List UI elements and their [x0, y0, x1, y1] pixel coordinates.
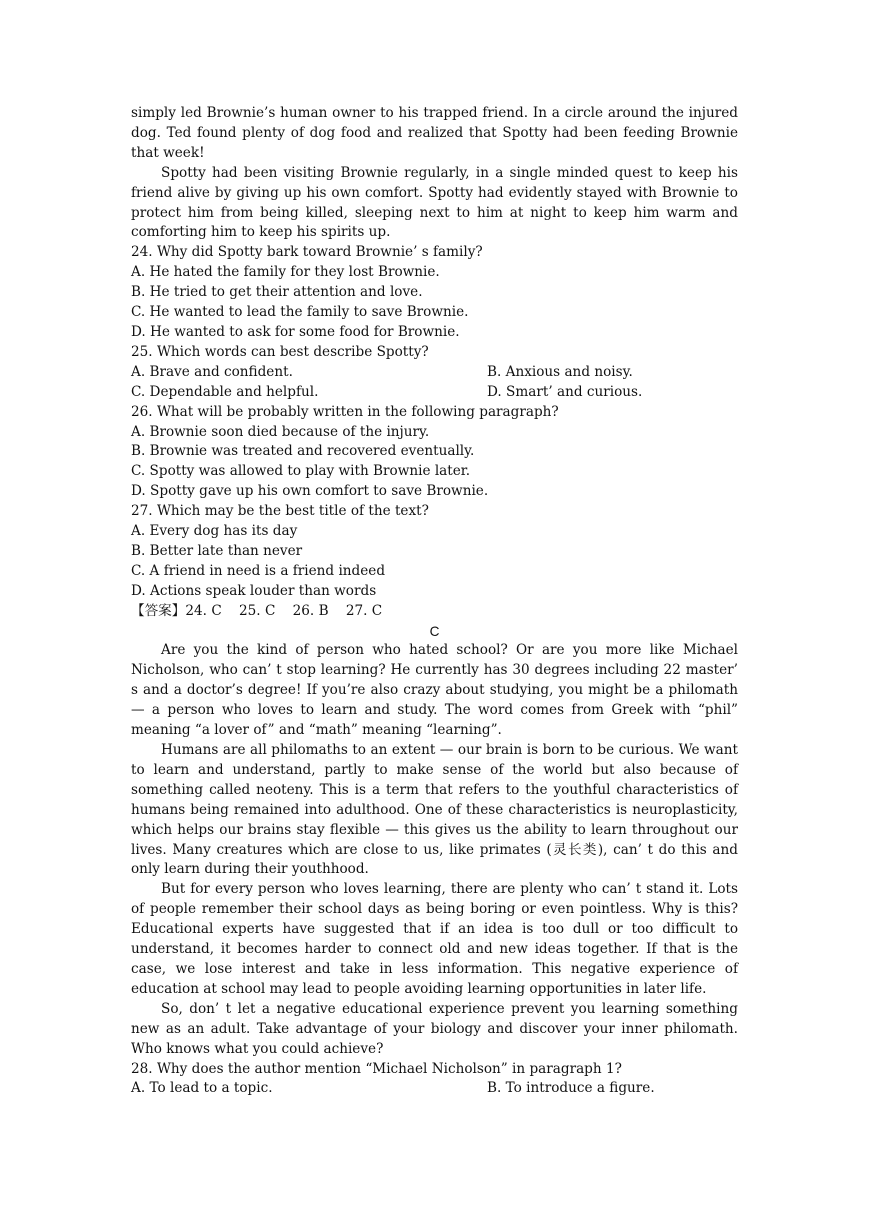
question-25-option-b: B. Anxious and noisy.: [487, 363, 633, 380]
question-25-options-row-1: [131, 363, 738, 383]
question-25-stem: 25. Which words can best describe Spotty?: [131, 343, 429, 360]
question-26-option-c: C. Spotty was allowed to play with Brownie later.: [131, 463, 471, 480]
question-28-options-row-1: [131, 1079, 738, 1099]
passage-b-paragraph: simply led Brownie’s human owner to his trapped friend. In a circle around the injured dog. Ted found plenty of dog food and realized that Spotty had been feeding Brownie that week!: [131, 105, 738, 161]
question-24-option-b: B. He tried to get their attention and love.: [131, 284, 423, 301]
question-26-option-a: A. Brownie soon died because of the injury.: [131, 423, 430, 440]
question-24-option-c: C. He wanted to lead the family to save Brownie.: [131, 304, 469, 321]
passage-c-paragraph-1: Are you the kind of person who hated school? Or are you more like Michael Nicholson, who can’ t stop learning? He currently has 30 degrees including 22 master’ s and a doctor’s degree! If you’re also crazy about studying, you might be a philomath — a person who loves to learn and study. The word comes from Greek with “phil” meaning “a lover of” and “math” meaning “learning”.: [131, 642, 738, 739]
question-25-options-row-2: [131, 383, 738, 403]
question-25-option-d: D. Smart’ and curious.: [487, 383, 643, 400]
question-26-option-d: D. Spotty gave up his own comfort to save Brownie.: [131, 483, 489, 500]
question-28-option-b: B. To introduce a figure.: [487, 1080, 655, 1097]
passage-c-paragraph-3: But for every person who loves learning, there are plenty who can’ t stand it. Lots of people remember their school days as being boring or even pointless. Why is this? Educational experts have suggested that if an idea is too dull or too difficult to understand, it becomes harder to connect old and new ideas together. If that is the case, we lose interest and take in less information. This negative experience of education at school may lead to people avoiding learning opportunities in later life.: [131, 881, 738, 997]
passage-c-paragraph-4: So, don’ t let a negative educational experience prevent you learning something new as an adult. Take advantage of your biology and discover your inner philomath. Who knows what you could achieve?: [131, 1000, 738, 1057]
question-26-stem: 26. What will be probably written in the following paragraph?: [131, 403, 559, 420]
document-page: [131, 104, 738, 1099]
passage-c-paragraph-2: Humans are all philomaths to an extent — our brain is born to be curious. We want to learn and understand, partly to make sense of the world but also because of something called neoteny. This is a term that refers to the youthful characteristics of humans being remained into adulthood. One of these characteristics is neuroplasticity, which helps our brains stay flexible — this gives us the ability to learn throughout our lives. Many creatures which are close to us, like primates (灵长类), can’ t do this and only learn during their youthhood.: [131, 742, 738, 878]
answer-key-label: 【答案】: [131, 602, 186, 619]
question-27-stem: 27. Which may be the best title of the text?: [131, 503, 429, 520]
question-27-option-b: B. Better late than never: [131, 542, 303, 559]
passage-c-title: C: [429, 623, 440, 639]
answer-key-text: 24. C 25. C 26. B 27. C: [185, 602, 383, 619]
passage-b-paragraph: Spotty had been visiting Brownie regularly, in a single minded quest to keep his friend alive by giving up his own comfort. Spotty had evidently stayed with Brownie to protect him from being killed, sleeping next to him at night to keep him warm and comforting him to keep his spirits up.: [131, 164, 738, 241]
question-24-option-a: A. He hated the family for they lost Brownie.: [131, 264, 440, 281]
question-27-option-a: A. Every dog has its day: [131, 523, 298, 540]
question-25-option-c: C. Dependable and helpful.: [131, 383, 319, 400]
question-24-stem: 24. Why did Spotty bark toward Brownie’ s family?: [131, 244, 483, 261]
question-28-option-a: A. To lead to a topic.: [131, 1080, 273, 1097]
question-27-option-d: D. Actions speak louder than words: [131, 582, 377, 599]
question-28-stem: 28. Why does the author mention “Michael Nicholson” in paragraph 1?: [131, 1060, 622, 1077]
answer-key: [131, 602, 738, 622]
question-26-option-b: B. Brownie was treated and recovered eventually.: [131, 443, 475, 460]
question-27-option-c: C. A friend in need is a friend indeed: [131, 562, 386, 579]
question-25-option-a: A. Brave and confident.: [131, 363, 293, 380]
question-24-option-d: D. He wanted to ask for some food for Brownie.: [131, 323, 460, 340]
